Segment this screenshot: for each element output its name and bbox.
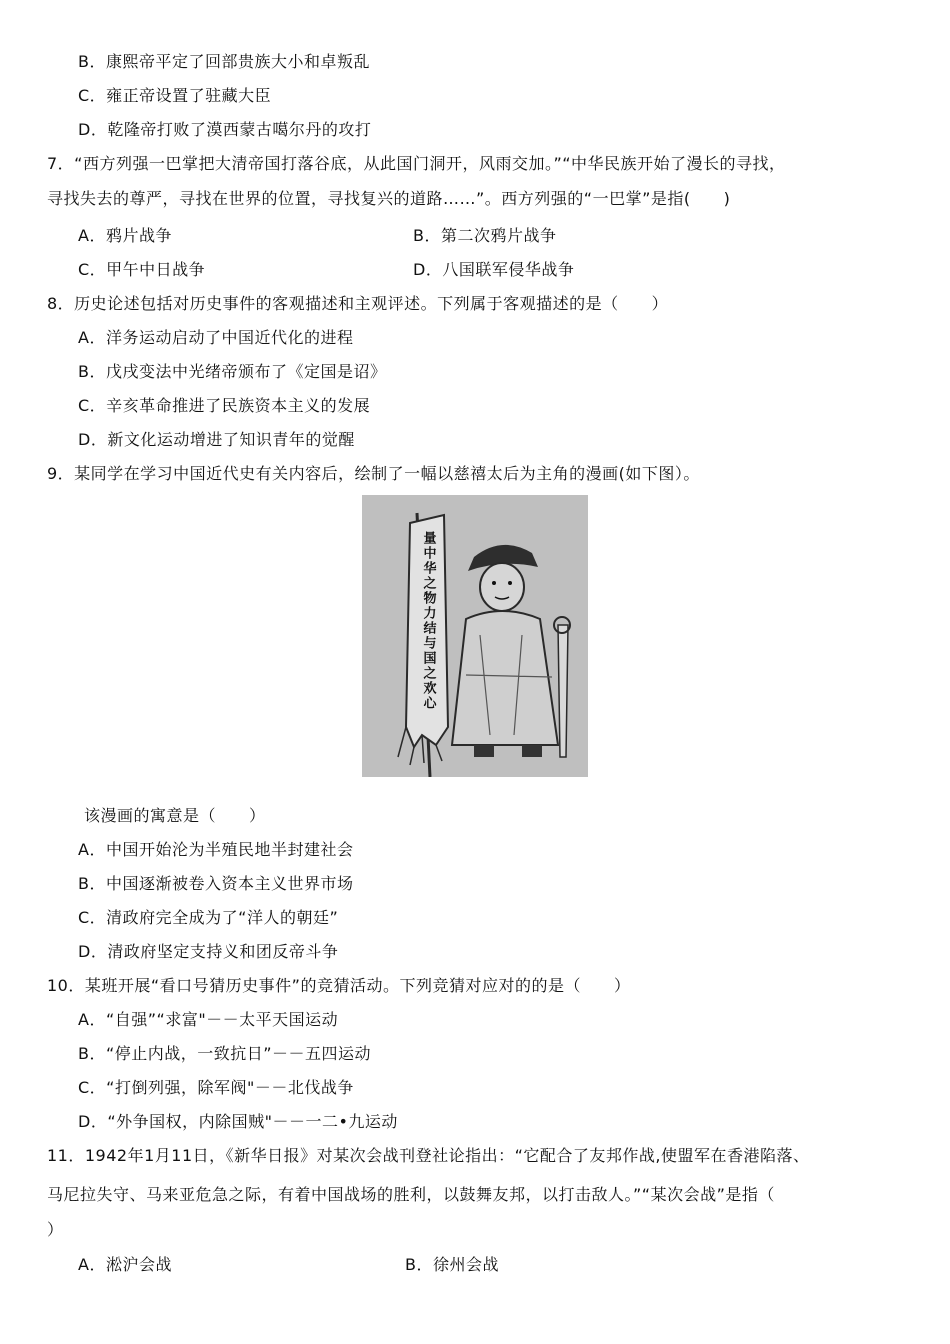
cartoon-banner-text: 量中华之物力结与国之欢心 bbox=[420, 531, 436, 711]
q11-option-b: B．徐州会战 bbox=[405, 1255, 499, 1274]
q7-option-a: A．鸦片战争 bbox=[78, 226, 172, 245]
q7-option-d: D．八国联军侵华战争 bbox=[413, 260, 575, 279]
q10-option-d: D．“外争国权，内除国贼"－－一二•九运动 bbox=[78, 1112, 398, 1131]
q9-option-a: A．中国开始沦为半殖民地半封建社会 bbox=[78, 840, 354, 859]
q8-option-c: C．辛亥革命推进了民族资本主义的发展 bbox=[78, 396, 371, 415]
q7-stem-line2: 寻找失去的尊严，寻找在世界的位置，寻找复兴的道路……”。西方列强的“一巴掌”是指( ) bbox=[47, 189, 731, 208]
q9-option-d: D．清政府坚定支持义和团反帝斗争 bbox=[78, 942, 339, 961]
q11-stem-line2: 马尼拉失守、马来亚危急之际，有着中国战场的胜利，以鼓舞友邦，以打击敌人。”“某次会战”是指（ bbox=[47, 1185, 775, 1204]
q11-stem-line1: 11．1942年1月11日，《新华日报》对某次会战刊登社论指出：“它配合了友邦作战,使盟军在香港陷落、 bbox=[47, 1146, 810, 1165]
q7-stem-line1: 7．“西方列强一巴掌把大清帝国打落谷底，从此国门洞开，风雨交加。”“中华民族开始了漫长的寻找， bbox=[47, 154, 786, 173]
q9-stem: 9．某同学在学习中国近代史有关内容后，绘制了一幅以慈禧太后为主角的漫画(如下图）。 bbox=[47, 464, 700, 483]
q9-sub-stem: 该漫画的寓意是（ ） bbox=[84, 806, 266, 825]
q7-option-b: B．第二次鸦片战争 bbox=[413, 226, 557, 245]
cartoon-figure bbox=[362, 495, 588, 777]
q11-stem-line3: ） bbox=[47, 1220, 64, 1239]
q11-option-a: A．淞沪会战 bbox=[78, 1255, 172, 1274]
q8-option-b: B．戊戌变法中光绪帝颁布了《定国是诏》 bbox=[78, 362, 387, 381]
q10-option-b: B．“停止内战，一致抗日”－－五四运动 bbox=[78, 1044, 372, 1063]
q10-stem: 10．某班开展“看口号猜历史事件”的竞猜活动。下列竞猜对应对的的是（ ） bbox=[47, 976, 631, 995]
q8-option-d: D．新文化运动增进了知识青年的觉醒 bbox=[78, 430, 355, 449]
q8-stem: 8．历史论述包括对历史事件的客观描述和主观评述。下列属于客观描述的是（ ） bbox=[47, 294, 669, 313]
q6-option-c: C．雍正帝设置了驻藏大臣 bbox=[78, 86, 272, 105]
q6-option-b: B．康熙帝平定了回部贵族大小和卓叛乱 bbox=[78, 52, 370, 71]
q9-option-b: B．中国逐渐被卷入资本主义世界市场 bbox=[78, 874, 354, 893]
q7-option-c: C．甲午中日战争 bbox=[78, 260, 206, 279]
cartoon-drawing bbox=[362, 495, 588, 777]
q10-option-c: C．“打倒列强，除军阀"－－北伐战争 bbox=[78, 1078, 354, 1097]
q10-option-a: A．“自强”“求富"－－太平天国运动 bbox=[78, 1010, 339, 1029]
q9-option-c: C．清政府完全成为了“洋人的朝廷” bbox=[78, 908, 339, 927]
q8-option-a: A．洋务运动启动了中国近代化的进程 bbox=[78, 328, 354, 347]
q6-option-d: D．乾隆帝打败了漠西蒙古噶尔丹的攻打 bbox=[78, 120, 372, 139]
